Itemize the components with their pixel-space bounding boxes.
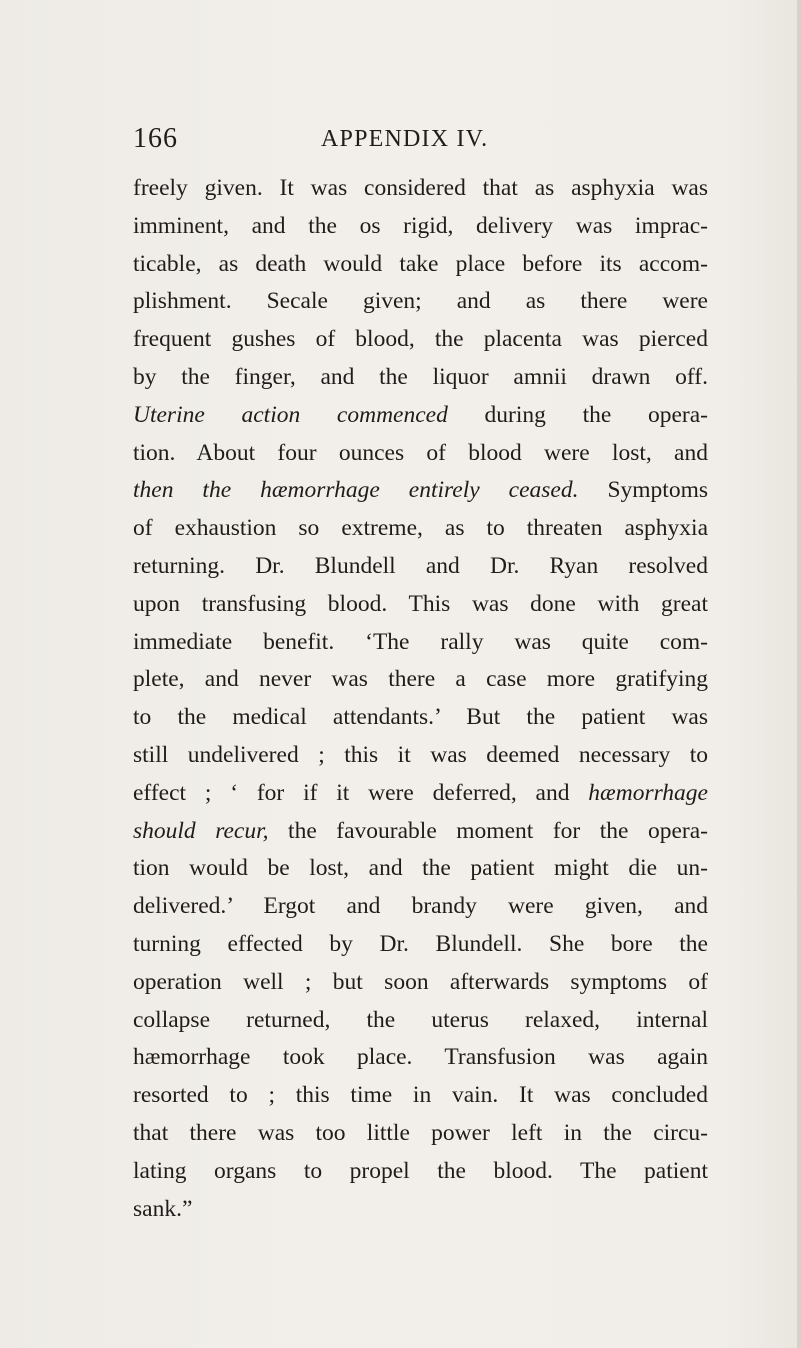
text-line bbox=[133, 813, 708, 851]
text-run: ticable, as death would take place before its accom- bbox=[133, 250, 708, 277]
text-run: upon transfusing blood. This was done with great bbox=[133, 590, 708, 617]
text-run: that there was too little power left in the circu- bbox=[133, 1119, 708, 1146]
text-line bbox=[133, 510, 708, 548]
text-run: still undelivered ; this it was deemed necessary to bbox=[133, 741, 708, 768]
text-line bbox=[133, 548, 708, 586]
text-run: plishment. Secale given; and as there were bbox=[133, 288, 708, 315]
text-run: frequent gushes of blood, the placenta was pierced bbox=[133, 326, 708, 353]
text-run: the favourable moment for the opera- bbox=[268, 817, 708, 844]
text-run: during the opera- bbox=[447, 401, 709, 428]
running-head bbox=[133, 123, 693, 163]
text-line bbox=[133, 472, 708, 510]
text-run: delivered.’ Ergot and brandy were given, and bbox=[133, 893, 708, 920]
text-line bbox=[133, 888, 708, 926]
text-line bbox=[133, 1191, 708, 1229]
text-line bbox=[133, 1039, 708, 1077]
text-line bbox=[133, 397, 708, 435]
text-run: lating organs to propel the blood. The patient bbox=[133, 1157, 708, 1184]
text-run: operation well ; but soon afterwards symptoms of bbox=[133, 968, 708, 995]
text-line bbox=[133, 1115, 708, 1153]
text-line bbox=[133, 699, 708, 737]
text-line bbox=[133, 435, 708, 473]
text-line bbox=[133, 246, 708, 284]
text-line bbox=[133, 850, 708, 888]
text-run: effect ; ‘ for if it were deferred, and bbox=[133, 779, 589, 806]
text-run: by the finger, and the liquor amnii drawn off. bbox=[133, 363, 708, 390]
italic-text-run: Uterine action commenced bbox=[133, 401, 448, 428]
text-line bbox=[133, 208, 708, 246]
text-run: sank.” bbox=[133, 1195, 193, 1222]
page-number: 166 bbox=[133, 123, 178, 154]
text-run: turning effected by Dr. Blundell. She bore the bbox=[133, 930, 708, 957]
text-run: to the medical attendants.’ But the patient was bbox=[133, 704, 708, 731]
text-line bbox=[133, 283, 708, 321]
text-line bbox=[133, 737, 708, 775]
text-run: plete, and never was there a case more gratifying bbox=[133, 666, 708, 693]
text-line bbox=[133, 661, 708, 699]
text-line bbox=[133, 624, 708, 662]
text-line bbox=[133, 321, 708, 359]
text-line bbox=[133, 359, 708, 397]
italic-text-run: should recur, bbox=[133, 817, 269, 844]
text-line bbox=[133, 926, 708, 964]
text-run: hæmorrhage took place. Transfusion was again bbox=[133, 1044, 708, 1071]
body-text bbox=[133, 170, 708, 1228]
text-line bbox=[133, 775, 708, 813]
text-run: returning. Dr. Blundell and Dr. Ryan resolved bbox=[133, 552, 708, 579]
text-line bbox=[133, 964, 708, 1002]
italic-text-run: then the hæmorrhage entirely ceased. bbox=[133, 477, 579, 504]
text-line bbox=[133, 1077, 708, 1115]
text-run: tion would be lost, and the patient might die un- bbox=[133, 855, 708, 882]
running-head-title: APPENDIX IV. bbox=[321, 126, 489, 152]
text-line bbox=[133, 170, 708, 208]
text-line bbox=[133, 1153, 708, 1191]
page-edge-shadow bbox=[797, 0, 801, 1348]
text-run: imminent, and the os rigid, delivery was imprac- bbox=[133, 212, 708, 239]
text-line bbox=[133, 586, 708, 624]
text-run: collapse returned, the uterus relaxed, internal bbox=[133, 1006, 708, 1033]
text-run: of exhaustion so extreme, as to threaten asphyxia bbox=[133, 515, 708, 542]
text-run: Symptoms bbox=[578, 477, 708, 504]
text-run: tion. About four ounces of blood were lost, and bbox=[133, 439, 708, 466]
text-line bbox=[133, 1002, 708, 1040]
text-run: immediate benefit. ‘The rally was quite com- bbox=[133, 628, 708, 655]
italic-text-run: hæmorrhage bbox=[588, 779, 708, 806]
text-run: resorted to ; this time in vain. It was concluded bbox=[133, 1082, 708, 1109]
text-run: freely given. It was considered that as asphyxia was bbox=[133, 175, 708, 201]
